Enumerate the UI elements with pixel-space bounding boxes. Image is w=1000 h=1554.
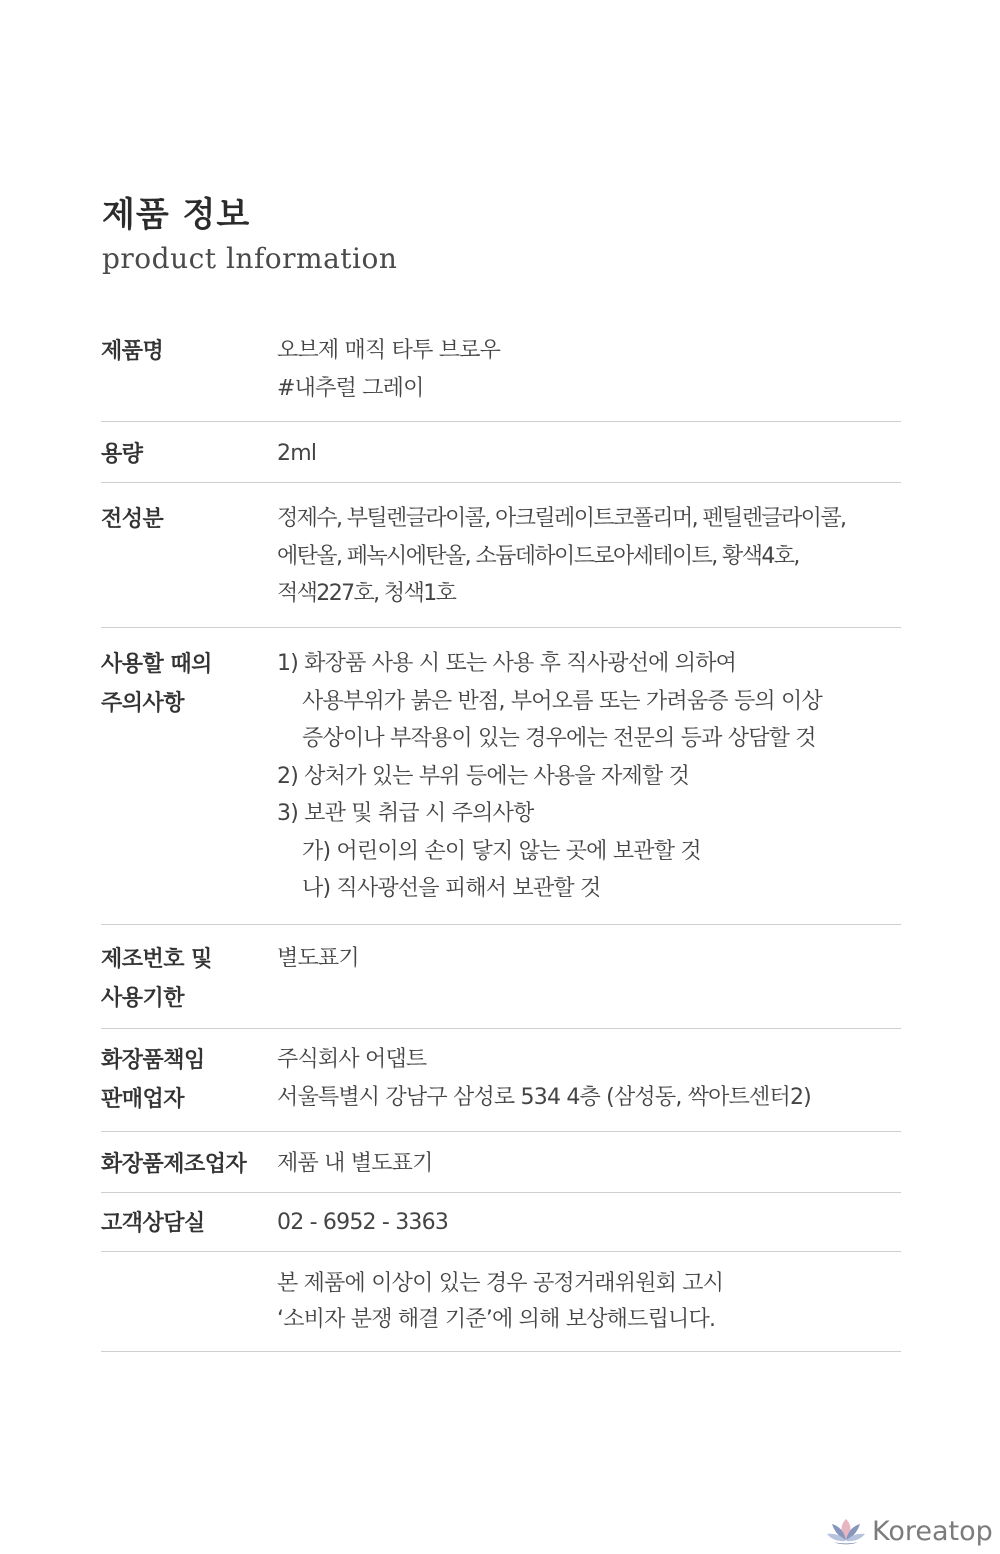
ingredients-line: 에탄올, 페녹시에탄올, 소듐데하이드로아세테이트, 황색4호, [277, 543, 799, 569]
row-value [277, 1266, 901, 1351]
product-shade-line: #내추럴 그레이 [277, 375, 424, 401]
caution-line: 3) 보관 및 취급 시 주의사항 [277, 801, 534, 826]
caution-line: 2) 상처가 있는 부위 등에는 사용을 자제할 것 [277, 763, 690, 789]
row-label: 고객상담실 [101, 1211, 205, 1236]
caution-line: 1) 화장품 사용 시 또는 사용 후 직사광선에 의하여 [277, 651, 737, 676]
row-label-line: 사용할 때의 [101, 652, 212, 677]
row-caution [101, 628, 901, 925]
row-seller [101, 1029, 901, 1132]
row-notice [101, 1252, 901, 1352]
row-label: 화장품제조업자 [101, 1152, 247, 1177]
row-value [277, 645, 901, 924]
row-label-line: 사용기한 [101, 986, 185, 1011]
caution-line: 증상이나 부작용이 있는 경우에는 전문의 등과 상담할 것 [302, 726, 816, 751]
row-volume [101, 422, 901, 483]
ingredients-line: 정제수, 부틸렌글라이콜, 아크릴레이트코폴리머, 펜틸렌글라이콜, [277, 506, 846, 531]
caution-line: 나) 직사광선을 피해서 보관할 것 [302, 876, 601, 901]
row-label [101, 940, 277, 1028]
row-label: 전성분 [101, 507, 164, 532]
product-name-line: 오브제 매직 타투 브로우 [277, 338, 501, 363]
notice-line: ‘소비자 분쟁 해결 기준’에 의해 보상해드립니다. [277, 1307, 716, 1332]
brand-logo [826, 1511, 993, 1551]
row-value [277, 1041, 901, 1131]
caution-line: 사용부위가 붉은 반점, 부어오름 또는 가려움증 등의 이상 [302, 688, 822, 714]
row-label [101, 645, 277, 924]
volume-value: 2ml [277, 441, 317, 466]
row-label: 용량 [101, 442, 143, 467]
manufacturer-value: 제품 내 별도표기 [277, 1151, 433, 1176]
row-value [277, 435, 901, 482]
seller-address: 서울특별시 강남구 삼성로 534 4층 (삼성동, 싹아트센터2) [277, 1084, 811, 1110]
notice-line: 본 제품에 이상이 있는 경우 공정거래위원회 고시 [277, 1271, 724, 1296]
row-lot-expiry [101, 925, 901, 1029]
row-value [277, 500, 901, 627]
row-ingredients [101, 483, 901, 628]
ingredients-line: 적색227호, 청색1호 [277, 581, 456, 606]
row-label: 제품명 [101, 339, 164, 364]
row-product-name [101, 316, 901, 422]
page-subtitle: product lnformation [102, 242, 398, 275]
caution-line: 가) 어린이의 손이 닿지 않는 곳에 보관할 것 [302, 838, 701, 864]
seller-company: 주식회사 어댑트 [277, 1047, 427, 1072]
row-value [277, 940, 901, 1028]
product-info-table [101, 316, 901, 1352]
row-label-line: 제조번호 및 [101, 947, 212, 972]
row-value [277, 1145, 901, 1192]
lotus-icon [826, 1515, 866, 1547]
page-title: 제품 정보 [102, 195, 251, 235]
row-label-line: 주의사항 [101, 691, 185, 716]
lot-value: 별도표기 [277, 946, 359, 971]
row-manufacturer [101, 1132, 901, 1193]
row-label [101, 1041, 277, 1131]
customer-service-phone: 02 - 6952 - 3363 [277, 1210, 449, 1235]
row-customer-service [101, 1193, 901, 1252]
row-label [101, 1266, 277, 1351]
brand-name: Koreatop [872, 1515, 993, 1547]
row-value [277, 332, 901, 421]
row-label-line: 판매업자 [101, 1087, 185, 1112]
row-value [277, 1204, 901, 1251]
row-label-line: 화장품책임 [101, 1048, 205, 1073]
